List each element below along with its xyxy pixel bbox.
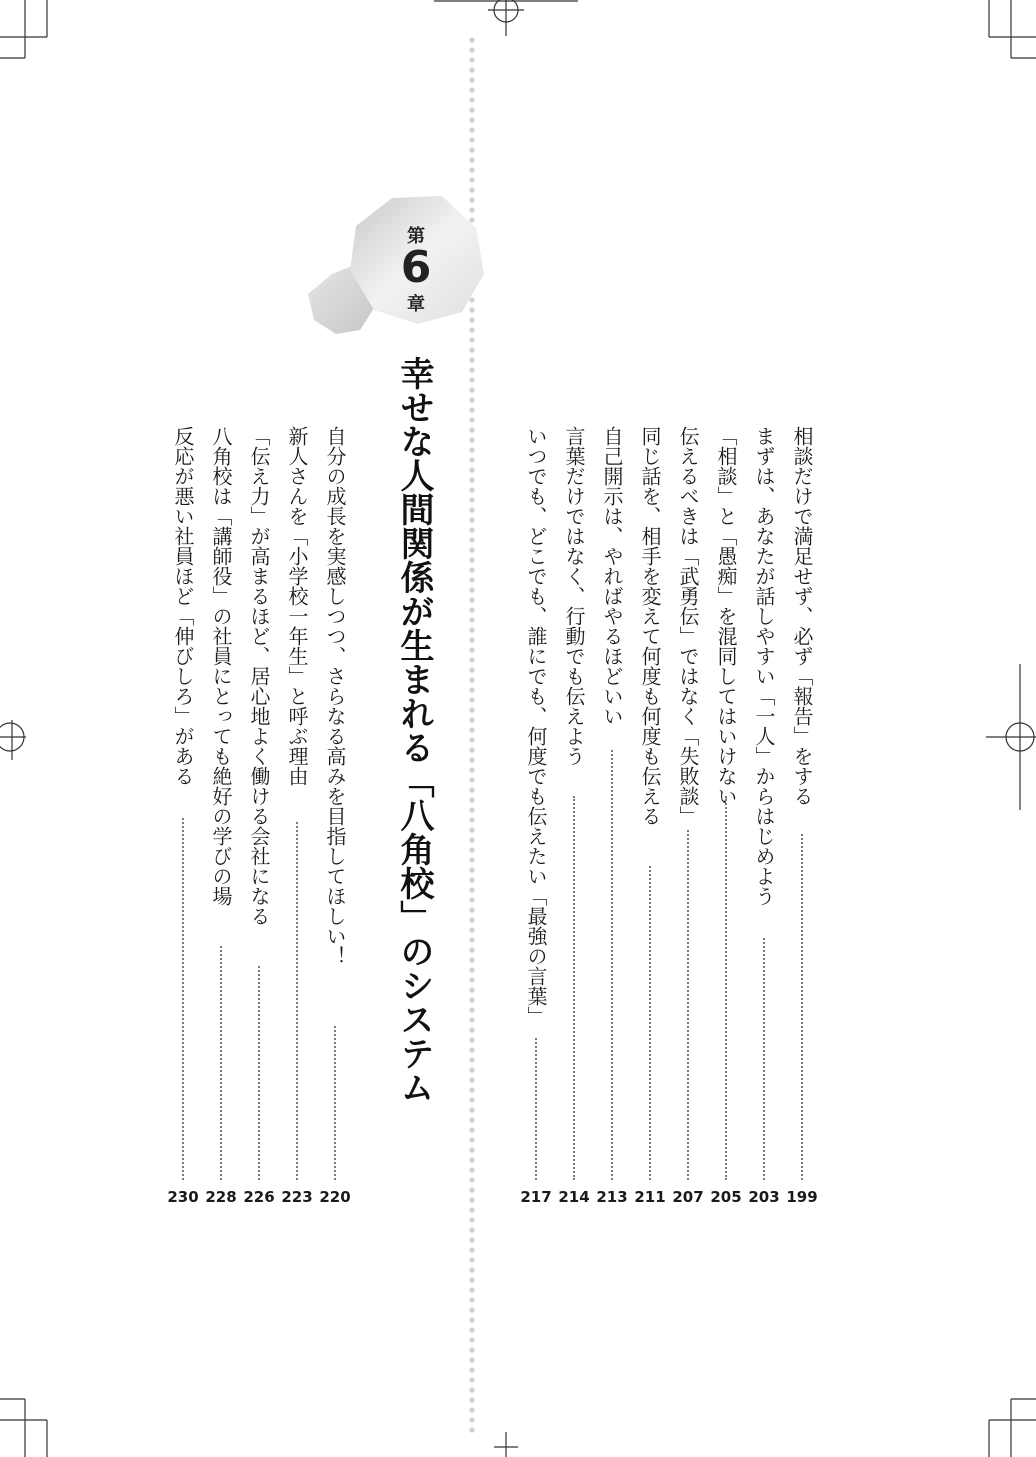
toc-page-number: 223 — [281, 1188, 313, 1206]
toc-page-number: 228 — [205, 1188, 237, 1206]
toc-entry-title: 自己開示は、やればやるほどいい — [600, 426, 624, 726]
toc-entry-title: 言葉だけではなく、行動でも伝えよう — [562, 426, 586, 766]
toc-page-number: 220 — [319, 1188, 351, 1206]
toc-page-number: 217 — [520, 1188, 552, 1206]
toc-page-number: 213 — [596, 1188, 628, 1206]
toc-entry-title: 同じ話を、相手を変えて何度も何度も伝える — [638, 426, 662, 826]
toc-leader-dots — [573, 796, 575, 1180]
toc-leader-dots — [687, 830, 689, 1180]
toc-page-number: 203 — [748, 1188, 780, 1206]
toc-leader-dots — [334, 1026, 336, 1180]
chapter-number: 6 — [400, 242, 432, 293]
toc-entry-title: 「伝え力」が高まるほど、居心地よく働ける会社になる — [247, 426, 271, 926]
toc-entry-title: 自分の成長を実感しつつ、さらなる高みを目指してほしい！ — [323, 426, 347, 966]
toc-page-number: 205 — [710, 1188, 742, 1206]
toc-leader-dots — [725, 796, 727, 1180]
toc-page-number: 207 — [672, 1188, 704, 1206]
toc-page-number: 214 — [558, 1188, 590, 1206]
toc-page-number: 211 — [634, 1188, 666, 1206]
toc-page-number: 199 — [786, 1188, 818, 1206]
toc-entry-title: 相談だけで満足せず、必ず「報告」をする — [790, 426, 814, 806]
toc-entry-title: 「相談」と「愚痴」を混同してはいけない — [714, 426, 738, 806]
toc-leader-dots — [535, 1038, 537, 1180]
toc-entry-title: 新人さんを「小学校一年生」と呼ぶ理由 — [285, 426, 309, 786]
toc-leader-dots — [801, 834, 803, 1180]
chapter-prefix: 第 — [407, 226, 425, 247]
toc-entry-title: 反応が悪い社員ほど「伸びしろ」がある — [171, 426, 195, 786]
toc-leader-dots — [649, 866, 651, 1180]
chapter-suffix: 章 — [407, 294, 425, 315]
toc-leader-dots — [182, 818, 184, 1180]
toc-leader-dots — [611, 750, 613, 1180]
toc-entry-title: 伝えるべきは「武勇伝」ではなく「失敗談」 — [676, 426, 700, 826]
toc-page-number: 230 — [167, 1188, 199, 1206]
toc-leader-dots — [296, 822, 298, 1180]
toc-page-number: 226 — [243, 1188, 275, 1206]
chapter-title: 幸せな人間関係が生まれる「八角校」のシステム — [394, 356, 434, 1104]
toc-leader-dots — [258, 966, 260, 1180]
toc-entry-title: まずは、あなたが話しやすい「一人」からはじめよう — [752, 426, 776, 906]
toc-leader-dots — [220, 946, 222, 1180]
toc-leader-dots — [763, 938, 765, 1180]
toc-entry-title: 八角校は「講師役」の社員にとっても絶好の学びの場 — [209, 426, 233, 906]
toc-entry-title: いつでも、どこでも、誰にでも、何度でも伝えたい「最強の言葉」 — [524, 426, 548, 1026]
